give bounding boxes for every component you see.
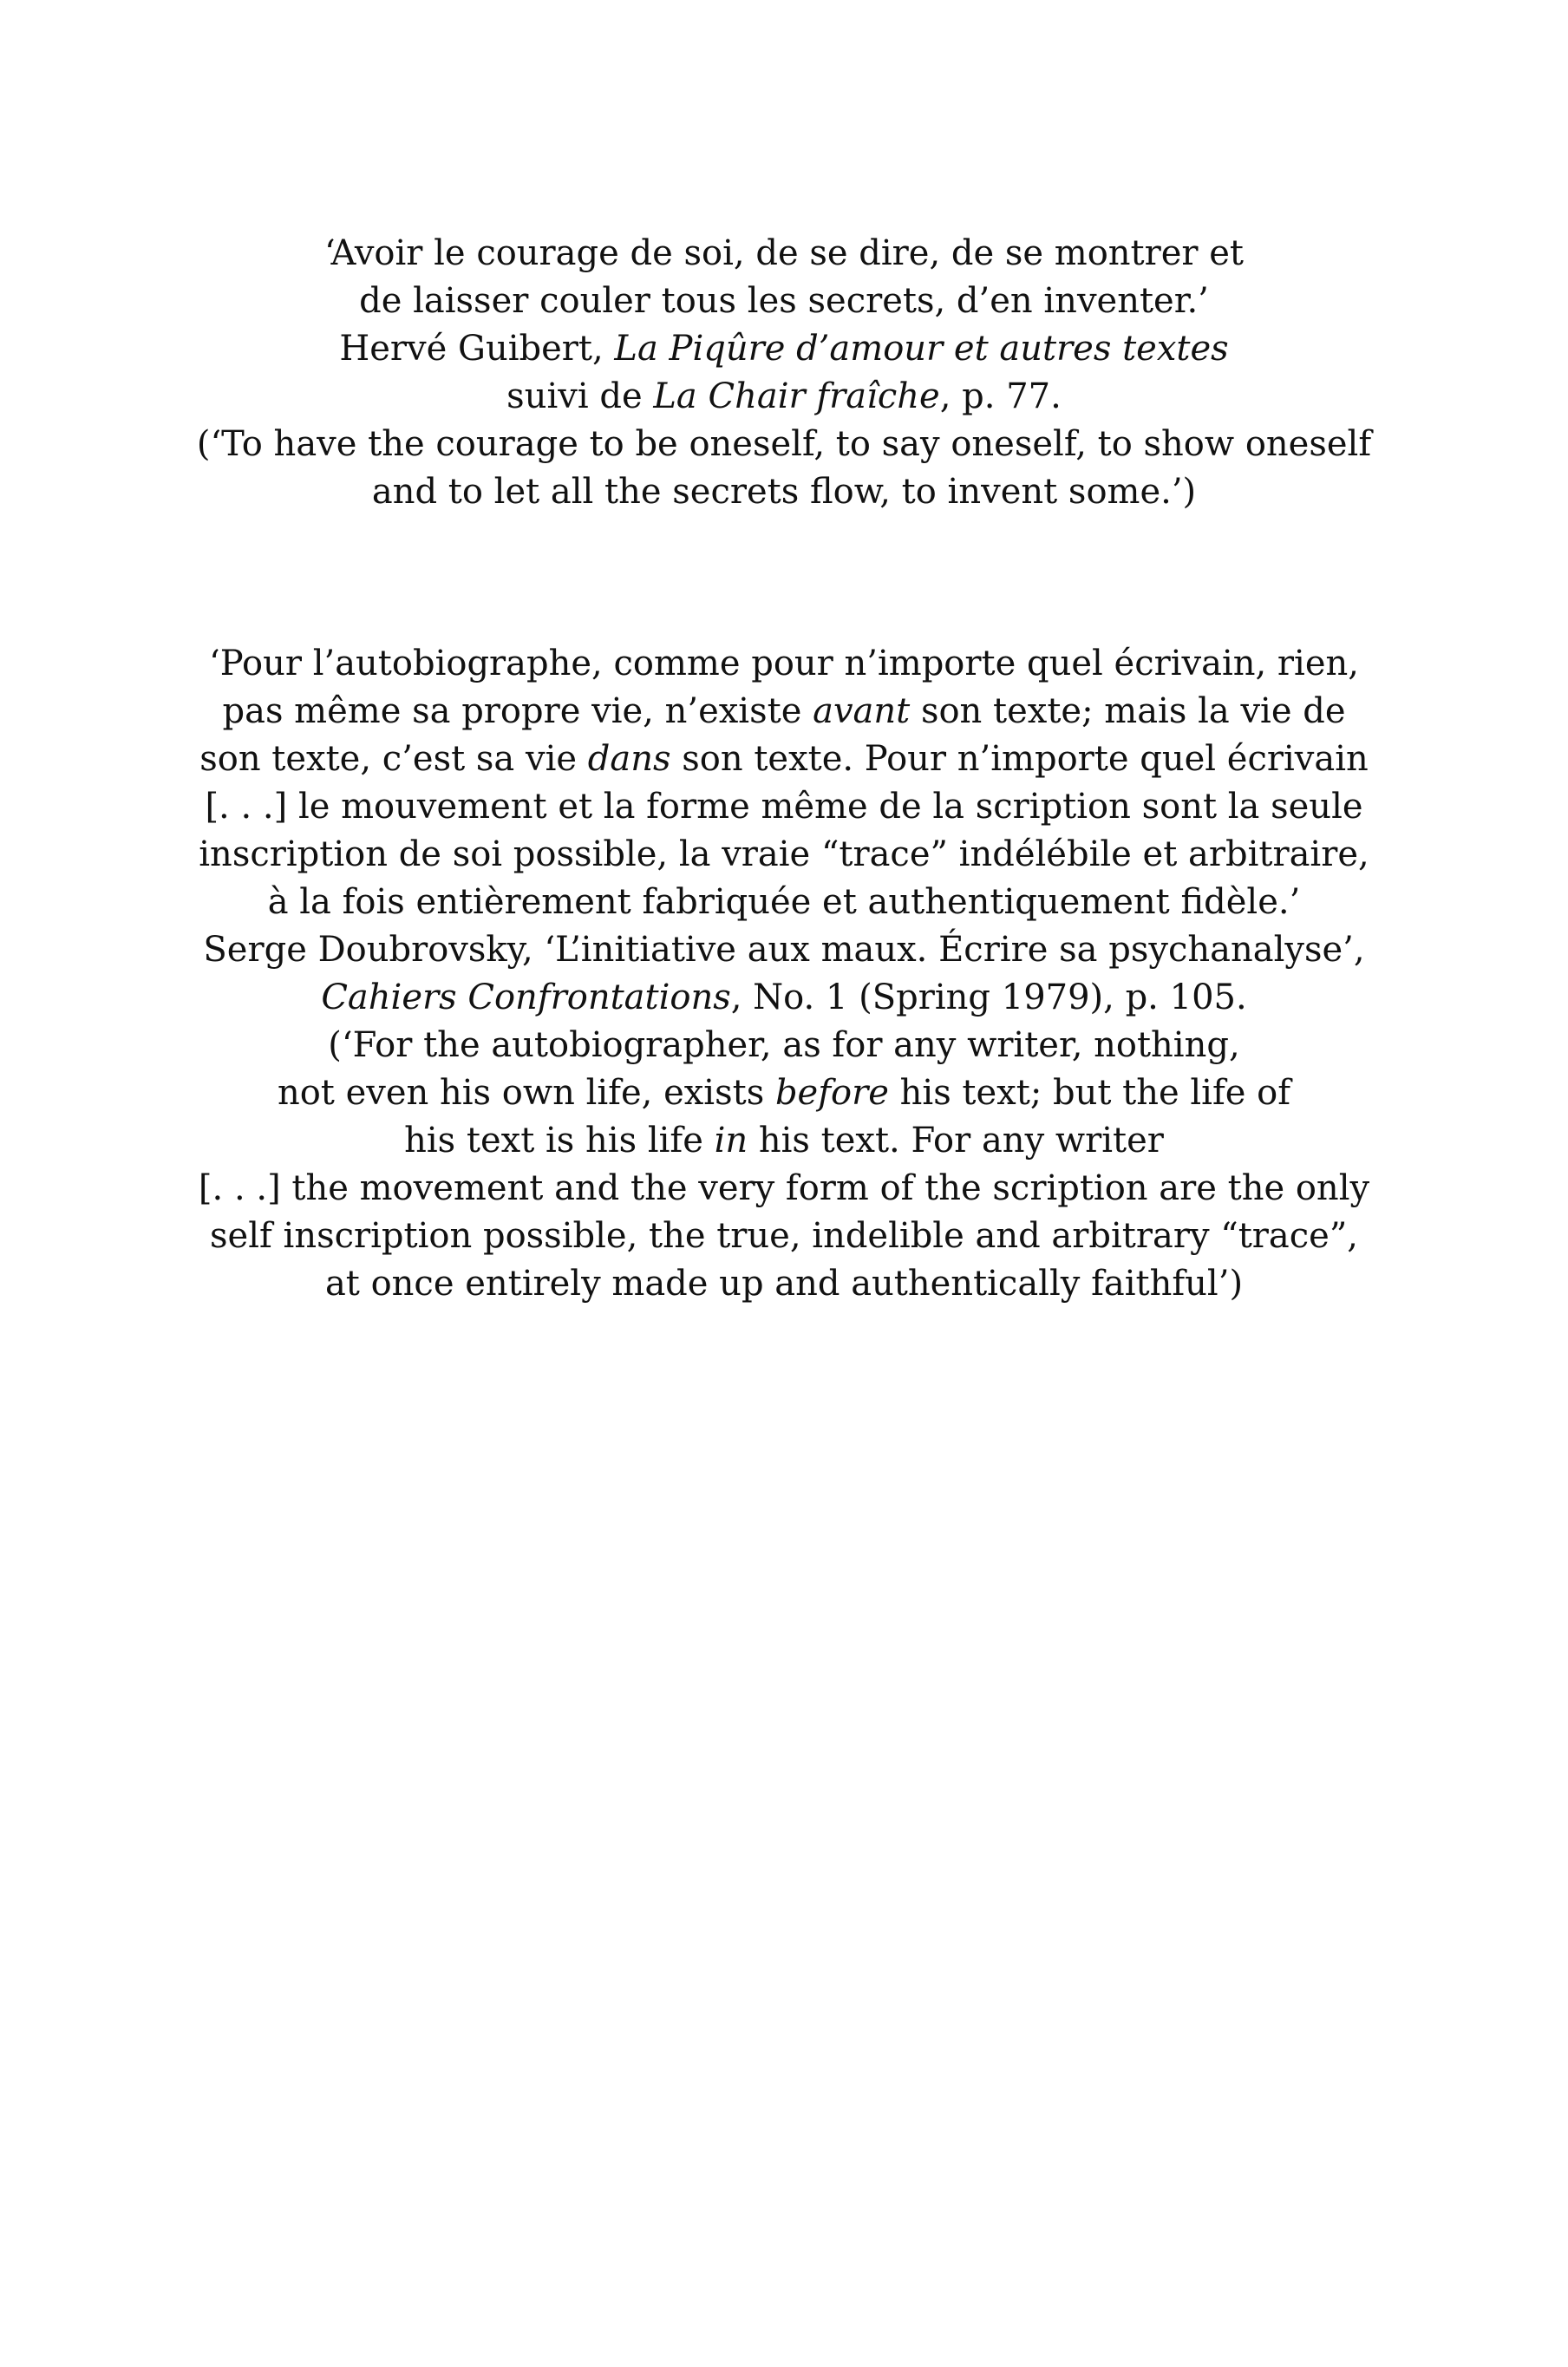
quote-line: [. . .] le mouvement et la forme même de la scription sont la seule: [205, 787, 1363, 827]
source-line: [130, 325, 1438, 373]
quote-line: pas même sa propre vie, n’existe avant son texte; mais la vie de: [222, 691, 1346, 731]
author-name: Hervé Guibert,: [339, 329, 615, 369]
page-reference: , p. 77.: [939, 376, 1062, 416]
italic-word: dans: [587, 739, 671, 779]
quote-line: ‘Pour l’autobiographe, comme pour n’importe quel écrivain, rien,: [209, 644, 1359, 683]
translation-line: self inscription possible, the true, indelible and arbitrary “trace”,: [210, 1216, 1358, 1256]
quote-line: de laisser couler tous les secrets, d’en inventer.’: [359, 281, 1209, 321]
quote-line: ‘Avoir le courage de soi, de se dire, de se montrer et: [324, 233, 1244, 273]
suivi-text: suivi de: [506, 376, 654, 416]
italic-word: before: [774, 1073, 889, 1113]
source-line: Serge Doubrovsky, ‘L’initiative aux maux. Écrire sa psychanalyse’,: [203, 930, 1365, 970]
quote-line: son texte, c’est sa vie dans son texte. Pour n’importe quel écrivain: [199, 739, 1369, 779]
translation-line: his text is his life in his text. For any writer: [404, 1121, 1164, 1161]
journal-details: , No. 1 (Spring 1979), p. 105.: [730, 978, 1247, 1017]
translation-line: at once entirely made up and authentically faithful’): [324, 1264, 1244, 1304]
italic-word: in: [714, 1121, 748, 1161]
book-title: La Piqûre d’amour et autres textes: [614, 329, 1229, 369]
translation-line: [. . .] the movement and the very form of the scription are the only: [198, 1168, 1370, 1208]
epigraph-guibert: [130, 230, 1438, 516]
source-line: [130, 974, 1438, 1022]
translation-line: (‘For the autobiographer, as for any writer, nothing,: [328, 1025, 1240, 1065]
journal-title: Cahiers Confrontations: [321, 978, 731, 1017]
translation-line: and to let all the secrets flow, to invent some.’): [371, 472, 1197, 512]
italic-word: avant: [813, 691, 911, 731]
translation-line: not even his own life, exists before his text; but the life of: [277, 1073, 1291, 1113]
source-line: [130, 373, 1438, 421]
translation-line: (‘To have the courage to be oneself, to say oneself, to show oneself: [196, 424, 1372, 464]
quote-line: inscription de soi possible, la vraie “trace” indélébile et arbitraire,: [199, 834, 1369, 874]
sequel-title: La Chair fraîche: [653, 376, 940, 416]
quote-line: à la fois entièrement fabriquée et authentiquement fidèle.’: [267, 882, 1301, 922]
epigraph-doubrovsky: [130, 640, 1438, 1308]
